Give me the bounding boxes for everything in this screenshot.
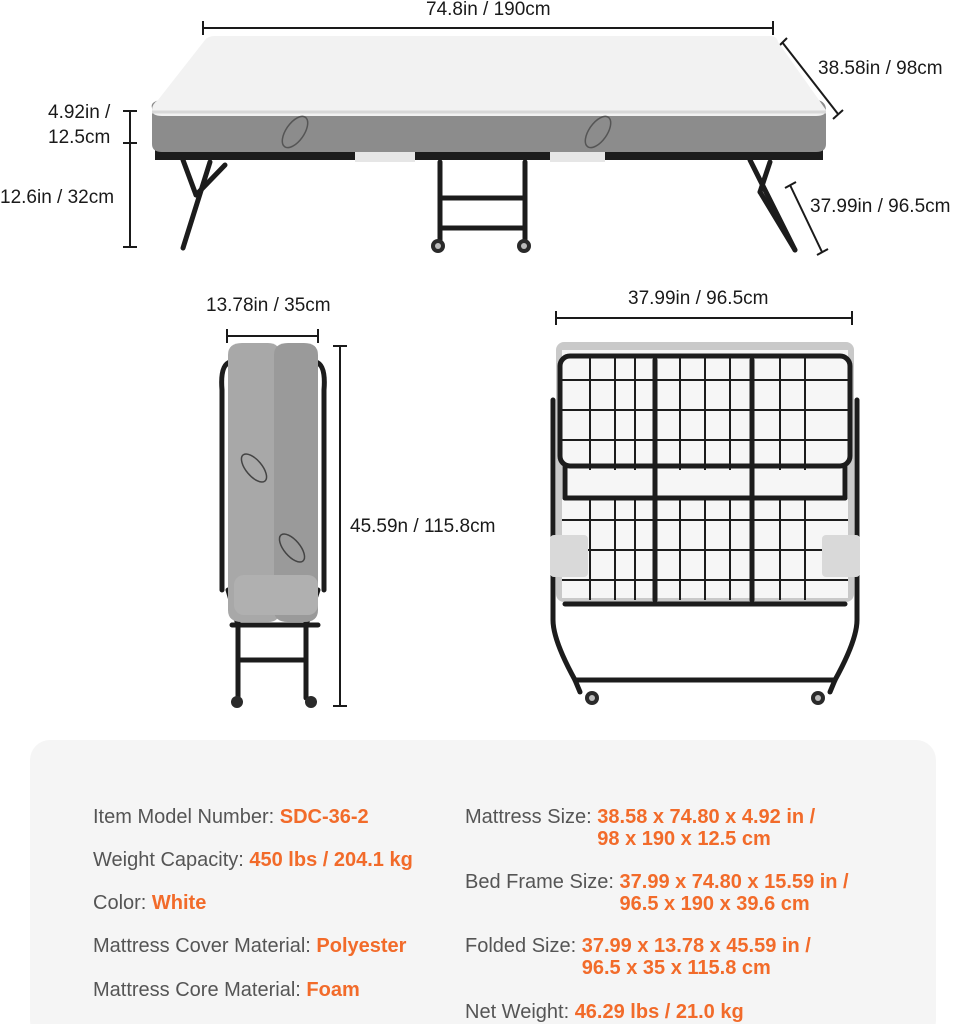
spec-weight-capacity [93,849,413,871]
spec-core-material [93,979,360,1001]
spec-value-line2: 96.5 x 190 x 39.6 cm [619,893,810,916]
spec-label: Color: [93,892,152,914]
mattress-thickness-label-line1: 4.92in / [48,102,111,123]
unfolded-bed [152,36,826,253]
spec-value: White [151,892,207,914]
spec-value: 450 lbs / 204.1 kg [249,849,413,871]
folded-depth-label: 13.78in / 35cm [206,295,331,316]
spec-value: Polyester [316,935,407,957]
spec-value: Foam [306,979,360,1001]
spec-mattress-size [465,806,815,851]
spec-cover-material [93,935,406,957]
unfolded-width-label: 38.58in / 98cm [818,58,943,79]
spec-value-line2: 96.5 x 35 x 115.8 cm [581,957,771,980]
spec-net-weight [465,1001,744,1023]
spec-folded-size [465,935,811,980]
spec-value-line2: 98 x 190 x 12.5 cm [597,828,771,851]
spec-label: Net Weight: [465,1001,575,1023]
spec-bed-frame-size [465,871,849,916]
spec-label: Weight Capacity: [93,849,250,871]
spec-label: Mattress Cover Material: [93,935,317,957]
folded-width-label: 37.99in / 96.5cm [628,288,769,309]
spec-label: Bed Frame Size: [465,871,620,893]
spec-label: Mattress Size: [465,806,598,828]
spec-model-number [93,806,369,828]
spec-label: Mattress Core Material: [93,979,307,1001]
folded-height-label: 45.59n / 115.8cm [350,516,496,537]
folded-front-view [550,342,860,705]
spec-value-line1: 37.99 x 74.80 x 15.59 in / [619,871,849,893]
spec-label: Item Model Number: [93,806,280,828]
folded-side-view [222,343,325,708]
mattress-thickness-label-line2: 12.5cm [48,127,111,148]
spec-value: 46.29 lbs / 21.0 kg [574,1001,744,1023]
unfolded-length-label: 74.8in / 190cm [426,0,551,20]
leg-width-label: 37.99in / 96.5cm [810,196,951,217]
spec-label: Folded Size: [465,935,582,957]
spec-value-line1: 37.99 x 13.78 x 45.59 in / [581,935,811,957]
spec-value-line1: 38.58 x 74.80 x 4.92 in / [597,806,816,828]
spec-value: SDC-36-2 [279,806,369,828]
spec-color [93,892,206,914]
frame-height-label: 12.6in / 32cm [0,187,115,208]
